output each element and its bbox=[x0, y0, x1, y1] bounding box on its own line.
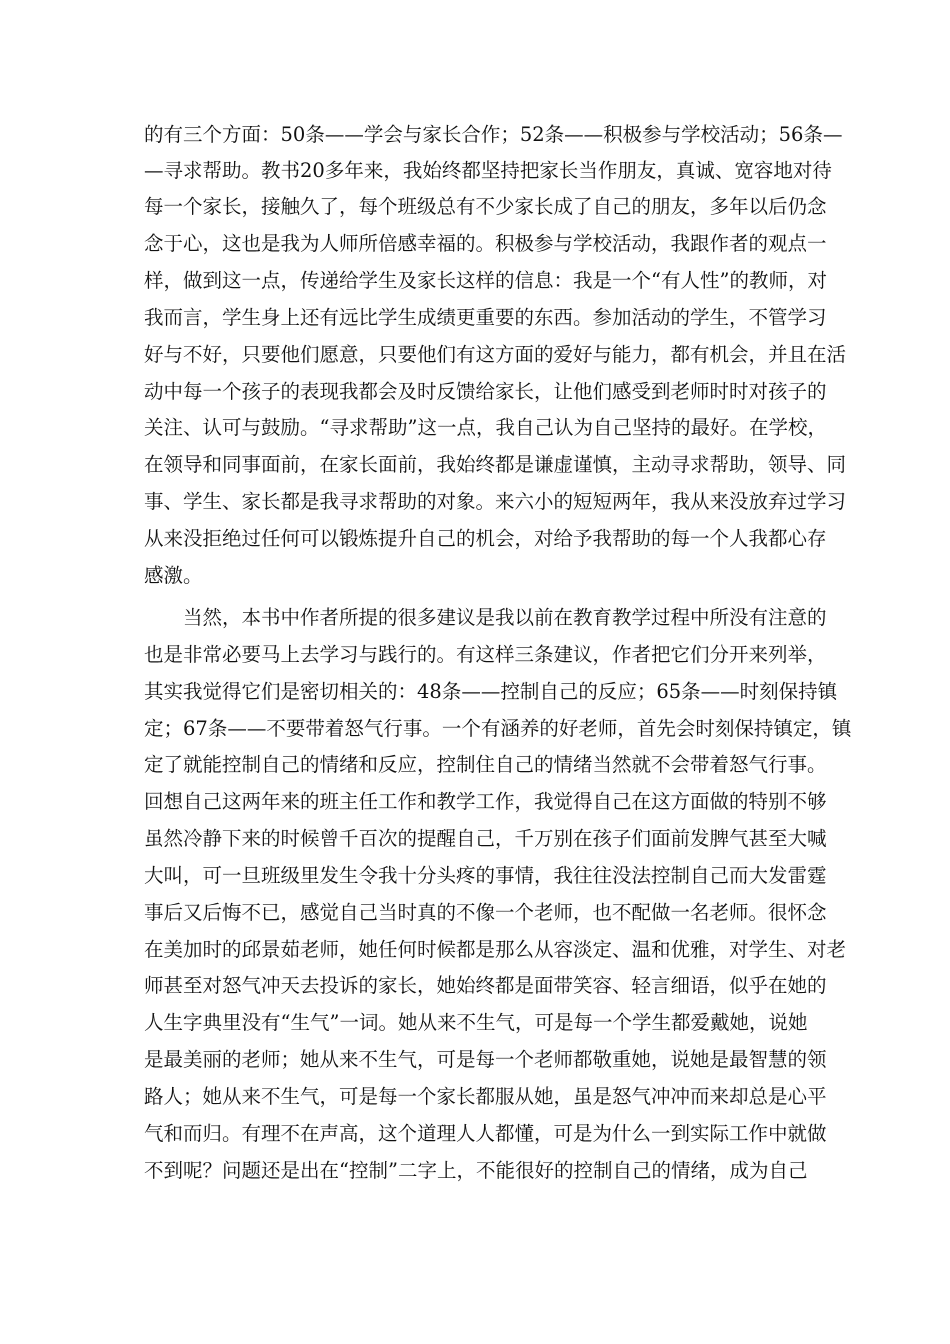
text-line: 每一个家长，接触久了，每个班级总有不少家长成了自己的朋友，多年以后仍念 bbox=[144, 195, 827, 218]
text-line: 也是非常必要马上去学习与践行的。有这样三条建议，作者把它们分开来列举， bbox=[144, 643, 827, 666]
text-line: 事、学生、家长都是我寻求帮助的对象。来六小的短短两年，我从来没放弃过学习 bbox=[144, 490, 847, 513]
text-line: 路人；她从来不生气，可是每一个家长都服从她，虽是怒气冲冲而来却总是心平 bbox=[144, 1085, 827, 1108]
text-line: 定了就能控制自己的情绪和反应，控制住自己的情绪当然就不会带着怒气行事。 bbox=[144, 753, 827, 776]
text-line: 念于心，这也是我为人师所倍感幸福的。积极参与学校活动，我跟作者的观点一 bbox=[144, 232, 827, 255]
text-line: 定；67条——不要带着怒气行事。一个有涵养的好老师，首先会时刻保持镇定，镇 bbox=[144, 717, 852, 740]
text-line: 回想自己这两年来的班主任工作和教学工作，我觉得自己在这方面做的特别不够 bbox=[144, 790, 827, 813]
text-line: 虽然冷静下来的时候曾千百次的提醒自己，千万别在孩子们面前发脾气甚至大喊 bbox=[144, 827, 827, 850]
text-line: 大叫，可一旦班级里发生令我十分头疼的事情，我往往没法控制自己而大发雷霆 bbox=[144, 864, 827, 887]
text-line: 的有三个方面：50条——学会与家长合作；52条——积极参与学校活动；56条— bbox=[144, 123, 843, 146]
text-line: 我而言，学生身上还有远比学生成绩更重要的东西。参加活动的学生，不管学习 bbox=[144, 306, 827, 329]
text-line: 人生字典里没有“生气”一词。她从来不生气，可是每一个学生都爱戴她，说她 bbox=[144, 1011, 808, 1034]
text-line: 感激。 bbox=[144, 564, 203, 587]
paragraph-first-line: 当然，本书中作者所提的很多建议是我以前在教育教学过程中所没有注意的 bbox=[183, 606, 827, 629]
text-line: 其实我觉得它们是密切相关的：48条——控制自己的反应；65条——时刻保持镇 bbox=[144, 680, 838, 703]
text-line: 是最美丽的老师；她从来不生气，可是每一个老师都敬重她，说她是最智慧的领 bbox=[144, 1048, 827, 1071]
text-line: 好与不好，只要他们愿意，只要他们有这方面的爱好与能力，都有机会，并且在活 bbox=[144, 343, 847, 366]
text-line: 动中每一个孩子的表现我都会及时反馈给家长，让他们感受到老师时时对孩子的 bbox=[144, 380, 827, 403]
text-line: 从来没拒绝过任何可以锻炼提升自己的机会，对给予我帮助的每一个人我都心存 bbox=[144, 527, 827, 550]
text-line: 样，做到这一点，传递给学生及家长这样的信息：我是一个“有人性”的教师，对 bbox=[144, 269, 827, 292]
text-line: 事后又后悔不已，感觉自己当时真的不像一个老师，也不配做一名老师。很怀念 bbox=[144, 901, 827, 924]
text-line: —寻求帮助。教书20多年来，我始终都坚持把家长当作朋友，真诚、宽容地对待 bbox=[144, 159, 832, 182]
text-line: 气和而归。有理不在声高，这个道理人人都懂，可是为什么一到实际工作中就做 bbox=[144, 1122, 827, 1145]
text-line: 在领导和同事面前，在家长面前，我始终都是谦虚谨慎，主动寻求帮助，领导、同 bbox=[144, 453, 847, 476]
text-line: 不到呢？问题还是出在“控制”二字上，不能很好的控制自己的情绪，成为自己 bbox=[144, 1159, 808, 1182]
text-line: 师甚至对怒气冲天去投诉的家长，她始终都是面带笑容、轻言细语，似乎在她的 bbox=[144, 974, 827, 997]
text-line: 在美加时的邱景茹老师，她任何时候都是那么从容淡定、温和优雅，对学生、对老 bbox=[144, 938, 847, 961]
text-line: 关注、认可与鼓励。“寻求帮助”这一点，我自己认为自己坚持的最好。在学校， bbox=[144, 416, 827, 439]
